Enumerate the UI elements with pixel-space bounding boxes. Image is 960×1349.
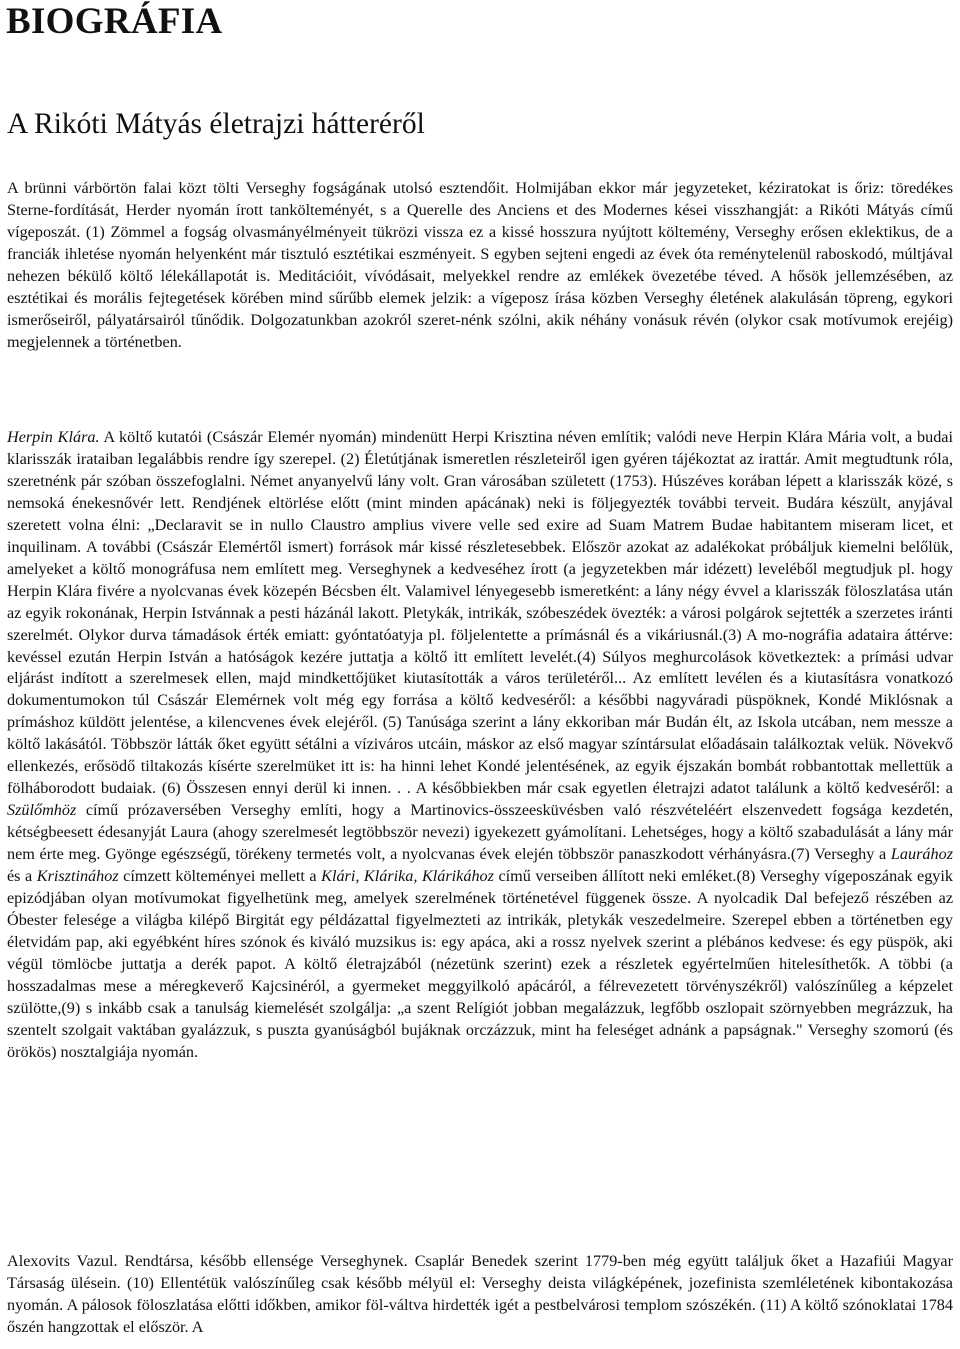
intro-paragraph [7, 178, 953, 354]
paragraph-text: Alexovits Vazul. Rendtársa, később ellensége Verseghynek. Csaplár Benedek szerint 1779-ben még együtt találjuk őket a Hazafiúi Magyar Társaság ülésein. (10) Ellentétük valószínűleg csak később mélyül el: Verseghy deista világképének, jozefinista szemléletének kibontakozása nyomán. A pálosok föloszlatása előtti időkben, amikor föl-váltva hirdették igét a pestbelvárosi templom szószékén. (11) A költő szónoklatai 1784 őszén hangzottak el először. A [7, 1252, 953, 1336]
work-title: Klári, Klárika, Klárikához [321, 867, 494, 886]
paragraph-text: A költő kutatói (Császár Elemér nyomán) mindenütt Herpi Krisztina néven említik; valódi neve Herpin Klára Mária volt, a budai klarisszák irataiban legalábbis rendre így szerepel. (2) Életútjának ismeretlen részleteiről igen gyéren tájékoztat az irattár. Amit megtudtunk róla, szeretnénk pár szóban összefoglalni. Német anyanyelvű lány volt. Gran városában született (1753). Húszéves korában lépett a klarisszák közé, s nemsoká énekesnővér lett. Rendjének eltörlése előtt (mint minden apácának) neki is följegyezték további terveit. Budára készült, anyjával szeretett volna élni: „Declaravit se in nullo Claustro amplius vivere velle sed exire ad Suam Matrem Budae habitantem miseram licet, et inquilinam. A további (Császár Elemértől ismert) források már kissé részletesebbek. Először azokat az adalékokat próbáljuk kiemelni belőlük, amelyeket a költő monográfusa nem említett meg. Verseghynek a kedveséhez írott (a jegyzetekben már idézett) leveléből megtudjuk pl. hogy Herpin Klára fivére a nyolcvanas évek közepén Bécsben élt. Valamivel lényegesebb ismeretként: a lány négy évvel a klarisszák föloszlatása után az egyik rokonának, Herpin Istvánnak a pesti házánál lakott. Pletykák, intrikák, szóbeszédek övezték: a városi polgárok sejtették a szerzetes iránti szerelmét. Olykor durva támadások érték emiatt: gyóntatóatyja pl. följelentette a prímásnál és a vikáriusnál.(3) A mo-nográfia adataira áttérve: kevéssel ezután Herpin István a hatóságok kezére juttatja a költő itt említett levelét.(4) Súlyos meghurcolások következtek: a prímási udvar eljárást indított a szerelmesek ellen, majd mindkettőjüket kiutasították a város területéről... Az említett levélen és a kiutasításra vonatkozó dokumentumokon túl Császár Elemérnek volt még egy forrása a költő kedveséről: a későbbi nagyváradi püspöknek, Kondé Miklósnak a prímáshoz küldött jelentése, a kilencvenes évek elejéről. (5) Tanúsága szerint a lány ekkoriban már Budán élt, az Iskola utcában, nem messze a költő lakásától. Többször látták őket együtt sétálni a víziváros utcáin, máskor az első magyar színtársulat előadásain találkoztak velük. Növekvő ellenkezés, erősödő tiltakozás kísérte szerelmüket itt is: ha hinni lehet Kondé jelentésének, az egyik éjszakán bombát robbantottak mellettük a fölháborodott budaiak. (6) Összesen ennyi derül ki innen. . . A későbbiekben már csak egyetlen életrajzi adatot találunk a költő kedveséről: a [7, 428, 953, 798]
page-title: BIOGRÁFIA [6, 1, 223, 42]
work-title: Laurához [890, 845, 953, 864]
paragraph-text: A brünni várbörtön falai közt tölti Verseghy fogságának utolsó esztendőit. Holmijában ekkor már jegyzeteket, kéziratokat is őriz: töredékes Sterne-fordítását, Herder nyomán írott tankölteményét, s a Querelle des Anciens et des Modernes kései visszhangját: a Rikóti Mátyás című vígeposzát. (1) Zömmel a fogság olvasmányélményeit tükrözi vissza ez a kissé hosszura nyújtott költemény, Verseghy erősen eklektikus, de a franciák ihletése nyomán helyenként már tisztuló esztétikai eszményeit. S egyben sejteni engedi az évek óta reménytelenül raboskodó, múltjával nehezen békülő költő lélekállapotát is. Meditációit, vívódásait, melyekkel rendre az emlékek övezetébe téved. A hősök jellemzésében, az esztétikai és morális fejtegetések körében mind sűrűbb elemek jelzik: a vígeposz írása közben Verseghy életének alakulásán töpreng, egykori ismerőseiről, pályatársairól tűnődik. Dolgozatunkban azokról szeret-nénk szólni, akik néhány vonásuk révén (olykor csak motívumok erejéig) megjelennek a történetben. [7, 179, 953, 351]
paragraph-text: című verseiben állított neki emléket.(8) Verseghy vígeposzának egyik epizódjában olyan motívumokat figyelhetünk meg, amelyek szerelmének történetével függenek össze. A nyolcadik Dal befejező részében az Óbester felesége a világba kilépő Birgitát egy példázattal figyelmezteti az intrikák, pletykák veszedelmeire. Szerepel ebben a történetben egy életvidám pap, aki egyébként híres szónok és kiváló muzsikus is: egy apáca, aki a rossz nyelvek szerint a plébános kedvese: és egy püspök, aki végül tömlöcbe juttatja a derék papot. A költő életrajzából (nézetünk szerint) ezek a részletek egyértelműen hitelesíthetők. A többi (a hosszadalmas mese a méregkeverő Kajcsinéról, a gyermeket meggyilkoló apácáról, a félrevezetett törvényszékről) valószínűleg a képzelet szülötte,(9) s inkább csak a tanulság kiemelését szolgálja: „a szent Relígiót jobban megalázzuk, legfőbb oszlopait szörnyebben megrázzuk, ha szentelt szolgait vaktában gyalázzuk, s puszta gyanúságból bujáknak orczázzuk, mint ha feleséget adnánk a papságnak." Verseghy szomorú (és örökös) nosztalgiája nyomán. [7, 867, 953, 1061]
alexovits-paragraph [7, 1251, 953, 1339]
paragraph-text: címzett költeményei mellett a [118, 867, 322, 886]
section-heading-herpin: Herpin Klára. [7, 428, 100, 446]
work-title: Krisztinához [36, 867, 119, 886]
paragraph-text: című prózaversében Verseghy említi, hogy a Martinovics-összeesküvésben való részvételéért elszenvedett fogsága kezdetén, kétségbeesett édesanyját Laura (ahogy szerelmesét legtöbbször nevezi) igyekezett gyámolítani. Lehetséges, hogy a költő szabadulását a lány már nem érte meg. Gyönge egészségű, törékeny termetés volt, a nyolcvanas évek elején többször panaszkodott vérhányásra.(7) Verseghy a [7, 801, 953, 864]
work-title: Szülőmhöz [7, 801, 77, 820]
paragraph-text: és a [7, 867, 37, 886]
section-title: A Rikóti Mátyás életrajzi hátteréről [7, 108, 425, 140]
herpin-klara-paragraph [7, 427, 953, 1064]
